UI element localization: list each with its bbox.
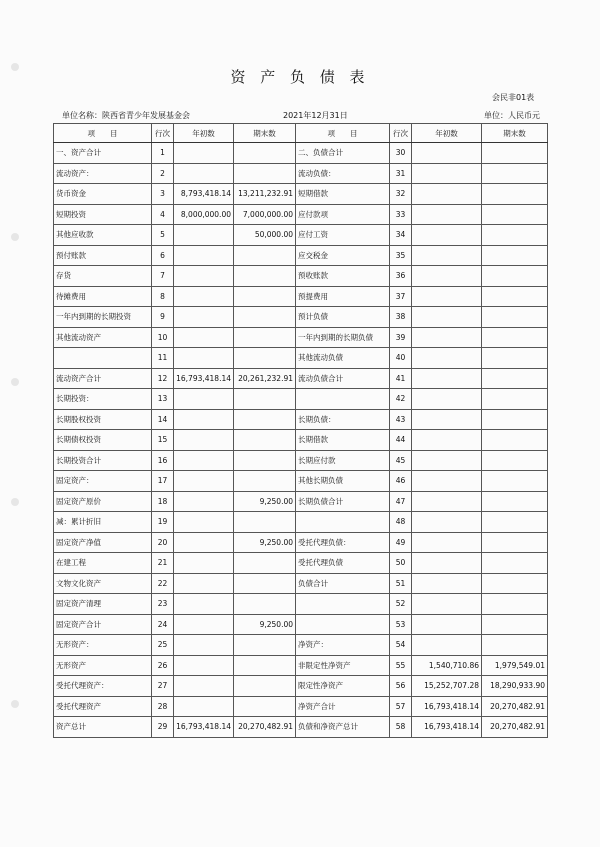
- right-item: 应付款项: [296, 204, 390, 225]
- right-beginning: [412, 409, 482, 430]
- left-ending: [234, 573, 296, 594]
- right-ending: [482, 307, 548, 328]
- left-beginning: [174, 430, 234, 451]
- left-ending: 9,250.00: [234, 491, 296, 512]
- left-ending: [234, 512, 296, 533]
- table-row: [54, 553, 548, 574]
- right-line-no: 44: [390, 430, 412, 451]
- right-line-no: 51: [390, 573, 412, 594]
- table-row: [54, 450, 548, 471]
- left-beginning: [174, 635, 234, 656]
- right-beginning: [412, 573, 482, 594]
- right-beginning: [412, 368, 482, 389]
- left-beginning: [174, 696, 234, 717]
- table-row: [54, 245, 548, 266]
- left-ending: [234, 450, 296, 471]
- table-row: [54, 204, 548, 225]
- left-line-no: 20: [152, 532, 174, 553]
- right-ending: [482, 573, 548, 594]
- right-ending: 18,290,933.90: [482, 676, 548, 697]
- left-item: 长期股权投资: [54, 409, 152, 430]
- table-row: [54, 655, 548, 676]
- header-line-right: 行次: [390, 124, 412, 143]
- header-line-left: 行次: [152, 124, 174, 143]
- right-beginning: [412, 512, 482, 533]
- left-line-no: 26: [152, 655, 174, 676]
- right-ending: [482, 594, 548, 615]
- left-line-no: 1: [152, 143, 174, 164]
- right-item: 净资产：: [296, 635, 390, 656]
- table-header-row: [54, 124, 548, 143]
- right-ending: [482, 635, 548, 656]
- right-item: 长期借款: [296, 430, 390, 451]
- right-ending: 20,270,482.91: [482, 717, 548, 738]
- right-line-no: 55: [390, 655, 412, 676]
- left-beginning: [174, 655, 234, 676]
- right-beginning: [412, 471, 482, 492]
- left-line-no: 10: [152, 327, 174, 348]
- left-ending: [234, 286, 296, 307]
- right-item: 二、负债合计: [296, 143, 390, 164]
- left-item: [54, 348, 152, 369]
- right-ending: 1,979,549.01: [482, 655, 548, 676]
- header-beginning-right: 年初数: [412, 124, 482, 143]
- left-line-no: 28: [152, 696, 174, 717]
- right-beginning: [412, 553, 482, 574]
- left-item: 一年内到期的长期投资: [54, 307, 152, 328]
- right-line-no: 31: [390, 163, 412, 184]
- right-item: 受托代理负债：: [296, 532, 390, 553]
- right-item: [296, 512, 390, 533]
- left-ending: [234, 430, 296, 451]
- left-beginning: [174, 266, 234, 287]
- left-item: 资产总计: [54, 717, 152, 738]
- left-beginning: [174, 532, 234, 553]
- left-item: 存货: [54, 266, 152, 287]
- table-row: [54, 430, 548, 451]
- left-item: 长期债权投资: [54, 430, 152, 451]
- right-line-no: 36: [390, 266, 412, 287]
- right-item: [296, 389, 390, 410]
- left-line-no: 21: [152, 553, 174, 574]
- right-ending: [482, 409, 548, 430]
- right-item: 长期应付款: [296, 450, 390, 471]
- table-row: [54, 327, 548, 348]
- right-ending: [482, 532, 548, 553]
- right-line-no: 58: [390, 717, 412, 738]
- right-beginning: [412, 225, 482, 246]
- left-ending: [234, 409, 296, 430]
- left-line-no: 27: [152, 676, 174, 697]
- right-beginning: 1,540,710.86: [412, 655, 482, 676]
- right-beginning: [412, 450, 482, 471]
- right-line-no: 54: [390, 635, 412, 656]
- left-ending: [234, 327, 296, 348]
- right-beginning: [412, 614, 482, 635]
- left-item: 其他应收款: [54, 225, 152, 246]
- right-ending: [482, 614, 548, 635]
- left-line-no: 15: [152, 430, 174, 451]
- right-line-no: 47: [390, 491, 412, 512]
- right-item: 非限定性净资产: [296, 655, 390, 676]
- right-ending: [482, 450, 548, 471]
- right-ending: [482, 286, 548, 307]
- left-beginning: [174, 553, 234, 574]
- form-number: 会民非01表: [492, 93, 535, 102]
- left-item: 流动资产：: [54, 163, 152, 184]
- left-ending: 20,261,232.91: [234, 368, 296, 389]
- binding-hole: [11, 700, 19, 708]
- binding-hole: [11, 233, 19, 241]
- right-beginning: [412, 430, 482, 451]
- left-item: 固定资产合计: [54, 614, 152, 635]
- right-beginning: [412, 594, 482, 615]
- left-line-no: 3: [152, 184, 174, 205]
- right-line-no: 43: [390, 409, 412, 430]
- table-row: [54, 348, 548, 369]
- left-beginning: [174, 676, 234, 697]
- right-beginning: [412, 491, 482, 512]
- left-beginning: [174, 163, 234, 184]
- header-ending-left: 期末数: [234, 124, 296, 143]
- table-row: [54, 532, 548, 553]
- right-line-no: 56: [390, 676, 412, 697]
- right-line-no: 39: [390, 327, 412, 348]
- left-line-no: 6: [152, 245, 174, 266]
- right-line-no: 40: [390, 348, 412, 369]
- right-item: 受托代理负债: [296, 553, 390, 574]
- right-ending: [482, 163, 548, 184]
- table-row: [54, 307, 548, 328]
- left-item: 一、资产合计: [54, 143, 152, 164]
- right-ending: [482, 471, 548, 492]
- left-line-no: 18: [152, 491, 174, 512]
- left-ending: [234, 389, 296, 410]
- right-line-no: 46: [390, 471, 412, 492]
- right-line-no: 57: [390, 696, 412, 717]
- right-line-no: 45: [390, 450, 412, 471]
- right-line-no: 32: [390, 184, 412, 205]
- right-line-no: 49: [390, 532, 412, 553]
- balance-sheet-table: [53, 123, 548, 738]
- right-item: 限定性净资产: [296, 676, 390, 697]
- right-item: [296, 594, 390, 615]
- left-beginning: 8,000,000.00: [174, 204, 234, 225]
- right-item: 其他长期负债: [296, 471, 390, 492]
- binding-hole: [11, 498, 19, 506]
- right-ending: [482, 430, 548, 451]
- left-ending: [234, 696, 296, 717]
- left-line-no: 11: [152, 348, 174, 369]
- table-row: [54, 676, 548, 697]
- right-ending: [482, 368, 548, 389]
- table-row: [54, 286, 548, 307]
- left-ending: 20,270,482.91: [234, 717, 296, 738]
- right-beginning: [412, 184, 482, 205]
- left-ending: 9,250.00: [234, 532, 296, 553]
- right-item: 流动负债合计: [296, 368, 390, 389]
- right-item: 应付工资: [296, 225, 390, 246]
- left-item: 文物文化资产: [54, 573, 152, 594]
- header-item-right: 项 目: [296, 124, 390, 143]
- report-date: 2021年12月31日: [283, 111, 348, 120]
- left-ending: 7,000,000.00: [234, 204, 296, 225]
- left-line-no: 25: [152, 635, 174, 656]
- right-item: 其他流动负债: [296, 348, 390, 369]
- left-item: 短期投资: [54, 204, 152, 225]
- right-beginning: [412, 204, 482, 225]
- left-item: 固定资产原价: [54, 491, 152, 512]
- left-beginning: 16,793,418.14: [174, 368, 234, 389]
- left-beginning: [174, 143, 234, 164]
- left-ending: [234, 266, 296, 287]
- table-row: [54, 266, 548, 287]
- left-item: 待摊费用: [54, 286, 152, 307]
- header-ending-right: 期末数: [482, 124, 548, 143]
- left-ending: [234, 594, 296, 615]
- left-item: 预付账款: [54, 245, 152, 266]
- right-ending: [482, 553, 548, 574]
- left-ending: 13,211,232.91: [234, 184, 296, 205]
- left-beginning: [174, 409, 234, 430]
- left-item: 长期投资：: [54, 389, 152, 410]
- right-item: 短期借款: [296, 184, 390, 205]
- right-line-no: 42: [390, 389, 412, 410]
- right-beginning: 16,793,418.14: [412, 696, 482, 717]
- left-item: 减：累计折旧: [54, 512, 152, 533]
- left-beginning: [174, 348, 234, 369]
- right-item: 预计负债: [296, 307, 390, 328]
- left-beginning: [174, 471, 234, 492]
- left-item: 流动资产合计: [54, 368, 152, 389]
- left-line-no: 2: [152, 163, 174, 184]
- left-beginning: [174, 225, 234, 246]
- left-item: 长期投资合计: [54, 450, 152, 471]
- left-item: 固定资产清理: [54, 594, 152, 615]
- left-beginning: [174, 450, 234, 471]
- right-line-no: 30: [390, 143, 412, 164]
- left-ending: [234, 307, 296, 328]
- left-ending: [234, 163, 296, 184]
- left-item: 受托代理资产：: [54, 676, 152, 697]
- left-line-no: 22: [152, 573, 174, 594]
- right-line-no: 53: [390, 614, 412, 635]
- right-line-no: 33: [390, 204, 412, 225]
- left-ending: 9,250.00: [234, 614, 296, 635]
- right-beginning: [412, 143, 482, 164]
- right-beginning: [412, 245, 482, 266]
- left-beginning: [174, 245, 234, 266]
- right-item: 负债合计: [296, 573, 390, 594]
- right-beginning: [412, 163, 482, 184]
- left-item: 受托代理资产: [54, 696, 152, 717]
- right-line-no: 34: [390, 225, 412, 246]
- right-line-no: 48: [390, 512, 412, 533]
- right-beginning: [412, 307, 482, 328]
- right-ending: [482, 266, 548, 287]
- right-item: [296, 614, 390, 635]
- right-item: 预收账款: [296, 266, 390, 287]
- left-ending: 50,000.00: [234, 225, 296, 246]
- left-ending: [234, 348, 296, 369]
- right-beginning: 16,793,418.14: [412, 717, 482, 738]
- left-line-no: 13: [152, 389, 174, 410]
- left-line-no: 14: [152, 409, 174, 430]
- table-row: [54, 491, 548, 512]
- binding-hole: [11, 378, 19, 386]
- left-item: 在建工程: [54, 553, 152, 574]
- table-row: [54, 573, 548, 594]
- left-line-no: 12: [152, 368, 174, 389]
- table-row: [54, 163, 548, 184]
- table-row: [54, 368, 548, 389]
- left-ending: [234, 655, 296, 676]
- right-line-no: 38: [390, 307, 412, 328]
- left-beginning: 8,793,418.14: [174, 184, 234, 205]
- right-ending: [482, 143, 548, 164]
- left-beginning: [174, 286, 234, 307]
- left-item: 货币资金: [54, 184, 152, 205]
- right-ending: [482, 245, 548, 266]
- right-ending: 20,270,482.91: [482, 696, 548, 717]
- right-beginning: [412, 266, 482, 287]
- left-beginning: [174, 614, 234, 635]
- table-row: [54, 614, 548, 635]
- table-row: [54, 594, 548, 615]
- right-ending: [482, 512, 548, 533]
- right-ending: [482, 327, 548, 348]
- left-line-no: 5: [152, 225, 174, 246]
- left-line-no: 29: [152, 717, 174, 738]
- table-row: [54, 143, 548, 164]
- right-line-no: 35: [390, 245, 412, 266]
- right-beginning: [412, 532, 482, 553]
- left-line-no: 17: [152, 471, 174, 492]
- table-row: [54, 389, 548, 410]
- left-beginning: [174, 389, 234, 410]
- left-beginning: [174, 491, 234, 512]
- table-row: [54, 635, 548, 656]
- currency-unit: 单位：人民币元: [484, 111, 540, 120]
- left-line-no: 4: [152, 204, 174, 225]
- right-ending: [482, 348, 548, 369]
- right-item: 长期负债合计: [296, 491, 390, 512]
- page-title: 资 产 负 债 表: [230, 68, 370, 86]
- right-item: 一年内到期的长期负债: [296, 327, 390, 348]
- right-beginning: 15,252,707.28: [412, 676, 482, 697]
- right-item: 应交税金: [296, 245, 390, 266]
- left-line-no: 7: [152, 266, 174, 287]
- right-ending: [482, 204, 548, 225]
- left-line-no: 16: [152, 450, 174, 471]
- right-beginning: [412, 389, 482, 410]
- left-line-no: 23: [152, 594, 174, 615]
- left-beginning: [174, 594, 234, 615]
- right-line-no: 41: [390, 368, 412, 389]
- left-ending: [234, 471, 296, 492]
- left-ending: [234, 553, 296, 574]
- left-ending: [234, 245, 296, 266]
- left-line-no: 8: [152, 286, 174, 307]
- right-item: 长期负债：: [296, 409, 390, 430]
- right-ending: [482, 491, 548, 512]
- left-beginning: [174, 307, 234, 328]
- left-beginning: [174, 512, 234, 533]
- left-ending: [234, 143, 296, 164]
- left-item: 无形资产: [54, 655, 152, 676]
- table-row: [54, 409, 548, 430]
- table-row: [54, 717, 548, 738]
- left-beginning: 16,793,418.14: [174, 717, 234, 738]
- left-line-no: 19: [152, 512, 174, 533]
- right-line-no: 52: [390, 594, 412, 615]
- right-item: 净资产合计: [296, 696, 390, 717]
- right-beginning: [412, 327, 482, 348]
- left-beginning: [174, 327, 234, 348]
- table-row: [54, 512, 548, 533]
- table-row: [54, 225, 548, 246]
- right-beginning: [412, 348, 482, 369]
- left-item: 固定资产净值: [54, 532, 152, 553]
- right-ending: [482, 225, 548, 246]
- table-row: [54, 471, 548, 492]
- left-line-no: 24: [152, 614, 174, 635]
- right-item: 流动负债：: [296, 163, 390, 184]
- right-ending: [482, 184, 548, 205]
- right-line-no: 37: [390, 286, 412, 307]
- left-beginning: [174, 573, 234, 594]
- left-ending: [234, 676, 296, 697]
- left-line-no: 9: [152, 307, 174, 328]
- right-item: 预提费用: [296, 286, 390, 307]
- left-ending: [234, 635, 296, 656]
- right-beginning: [412, 286, 482, 307]
- right-item: 负债和净资产总计: [296, 717, 390, 738]
- table-row: [54, 184, 548, 205]
- header-beginning-left: 年初数: [174, 124, 234, 143]
- left-item: 固定资产：: [54, 471, 152, 492]
- organization-name: 单位名称：陕西省青少年发展基金会: [62, 111, 190, 120]
- header-item-left: 项 目: [54, 124, 152, 143]
- right-line-no: 50: [390, 553, 412, 574]
- right-beginning: [412, 635, 482, 656]
- right-ending: [482, 389, 548, 410]
- left-item: 无形资产：: [54, 635, 152, 656]
- left-item: 其他流动资产: [54, 327, 152, 348]
- table-row: [54, 696, 548, 717]
